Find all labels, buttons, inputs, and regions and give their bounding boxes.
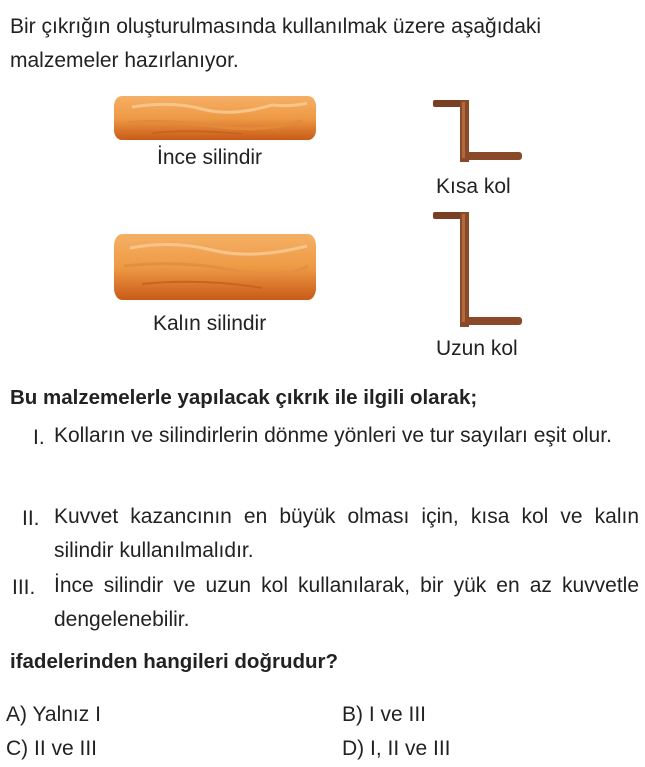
statement-3-number: III.: [12, 576, 36, 599]
short-handle-label: Kısa kol: [436, 175, 511, 198]
statement-2-number: II.: [22, 507, 40, 530]
option-c[interactable]: C) II ve III: [6, 737, 98, 760]
question-prompt: ifadelerinden hangileri doğrudur?: [10, 650, 339, 673]
thin-cylinder-illustration: [112, 93, 318, 143]
statement-1-text: Kolların ve silindirlerin dönme yönleri ve tur sayıları eşit olur.: [54, 424, 612, 447]
statement-1-number: I.: [33, 426, 45, 449]
option-a[interactable]: A) Yalnız I: [6, 703, 101, 726]
option-d[interactable]: D) I, II ve III: [342, 737, 451, 760]
thick-cylinder-illustration: [112, 232, 318, 302]
thick-cylinder-label: Kalın silindir: [153, 312, 267, 335]
option-b[interactable]: B) I ve III: [342, 703, 427, 726]
long-handle-illustration: [430, 212, 525, 330]
long-handle-label: Uzun kol: [436, 337, 518, 360]
thin-cylinder-label: İnce silindir: [157, 146, 263, 169]
short-handle-illustration: [430, 100, 525, 166]
question-intro: Bir çıkrığın oluşturulmasında kullanılmak üzere aşağıdaki malzemeler hazırlanıyor.: [10, 15, 542, 72]
statement-3-text: İnce silindir ve uzun kol kullanılarak, bir yük en az kuvvetle dengelenebilir.: [54, 574, 639, 631]
statement-2-text: Kuvvet kazancının en büyük olması için, kısa kol ve kalın silindir kullanılmalıdır.: [54, 505, 639, 562]
question-stem: Bu malzemelerle yapılacak çıkrık ile ilgili olarak;: [10, 386, 478, 409]
